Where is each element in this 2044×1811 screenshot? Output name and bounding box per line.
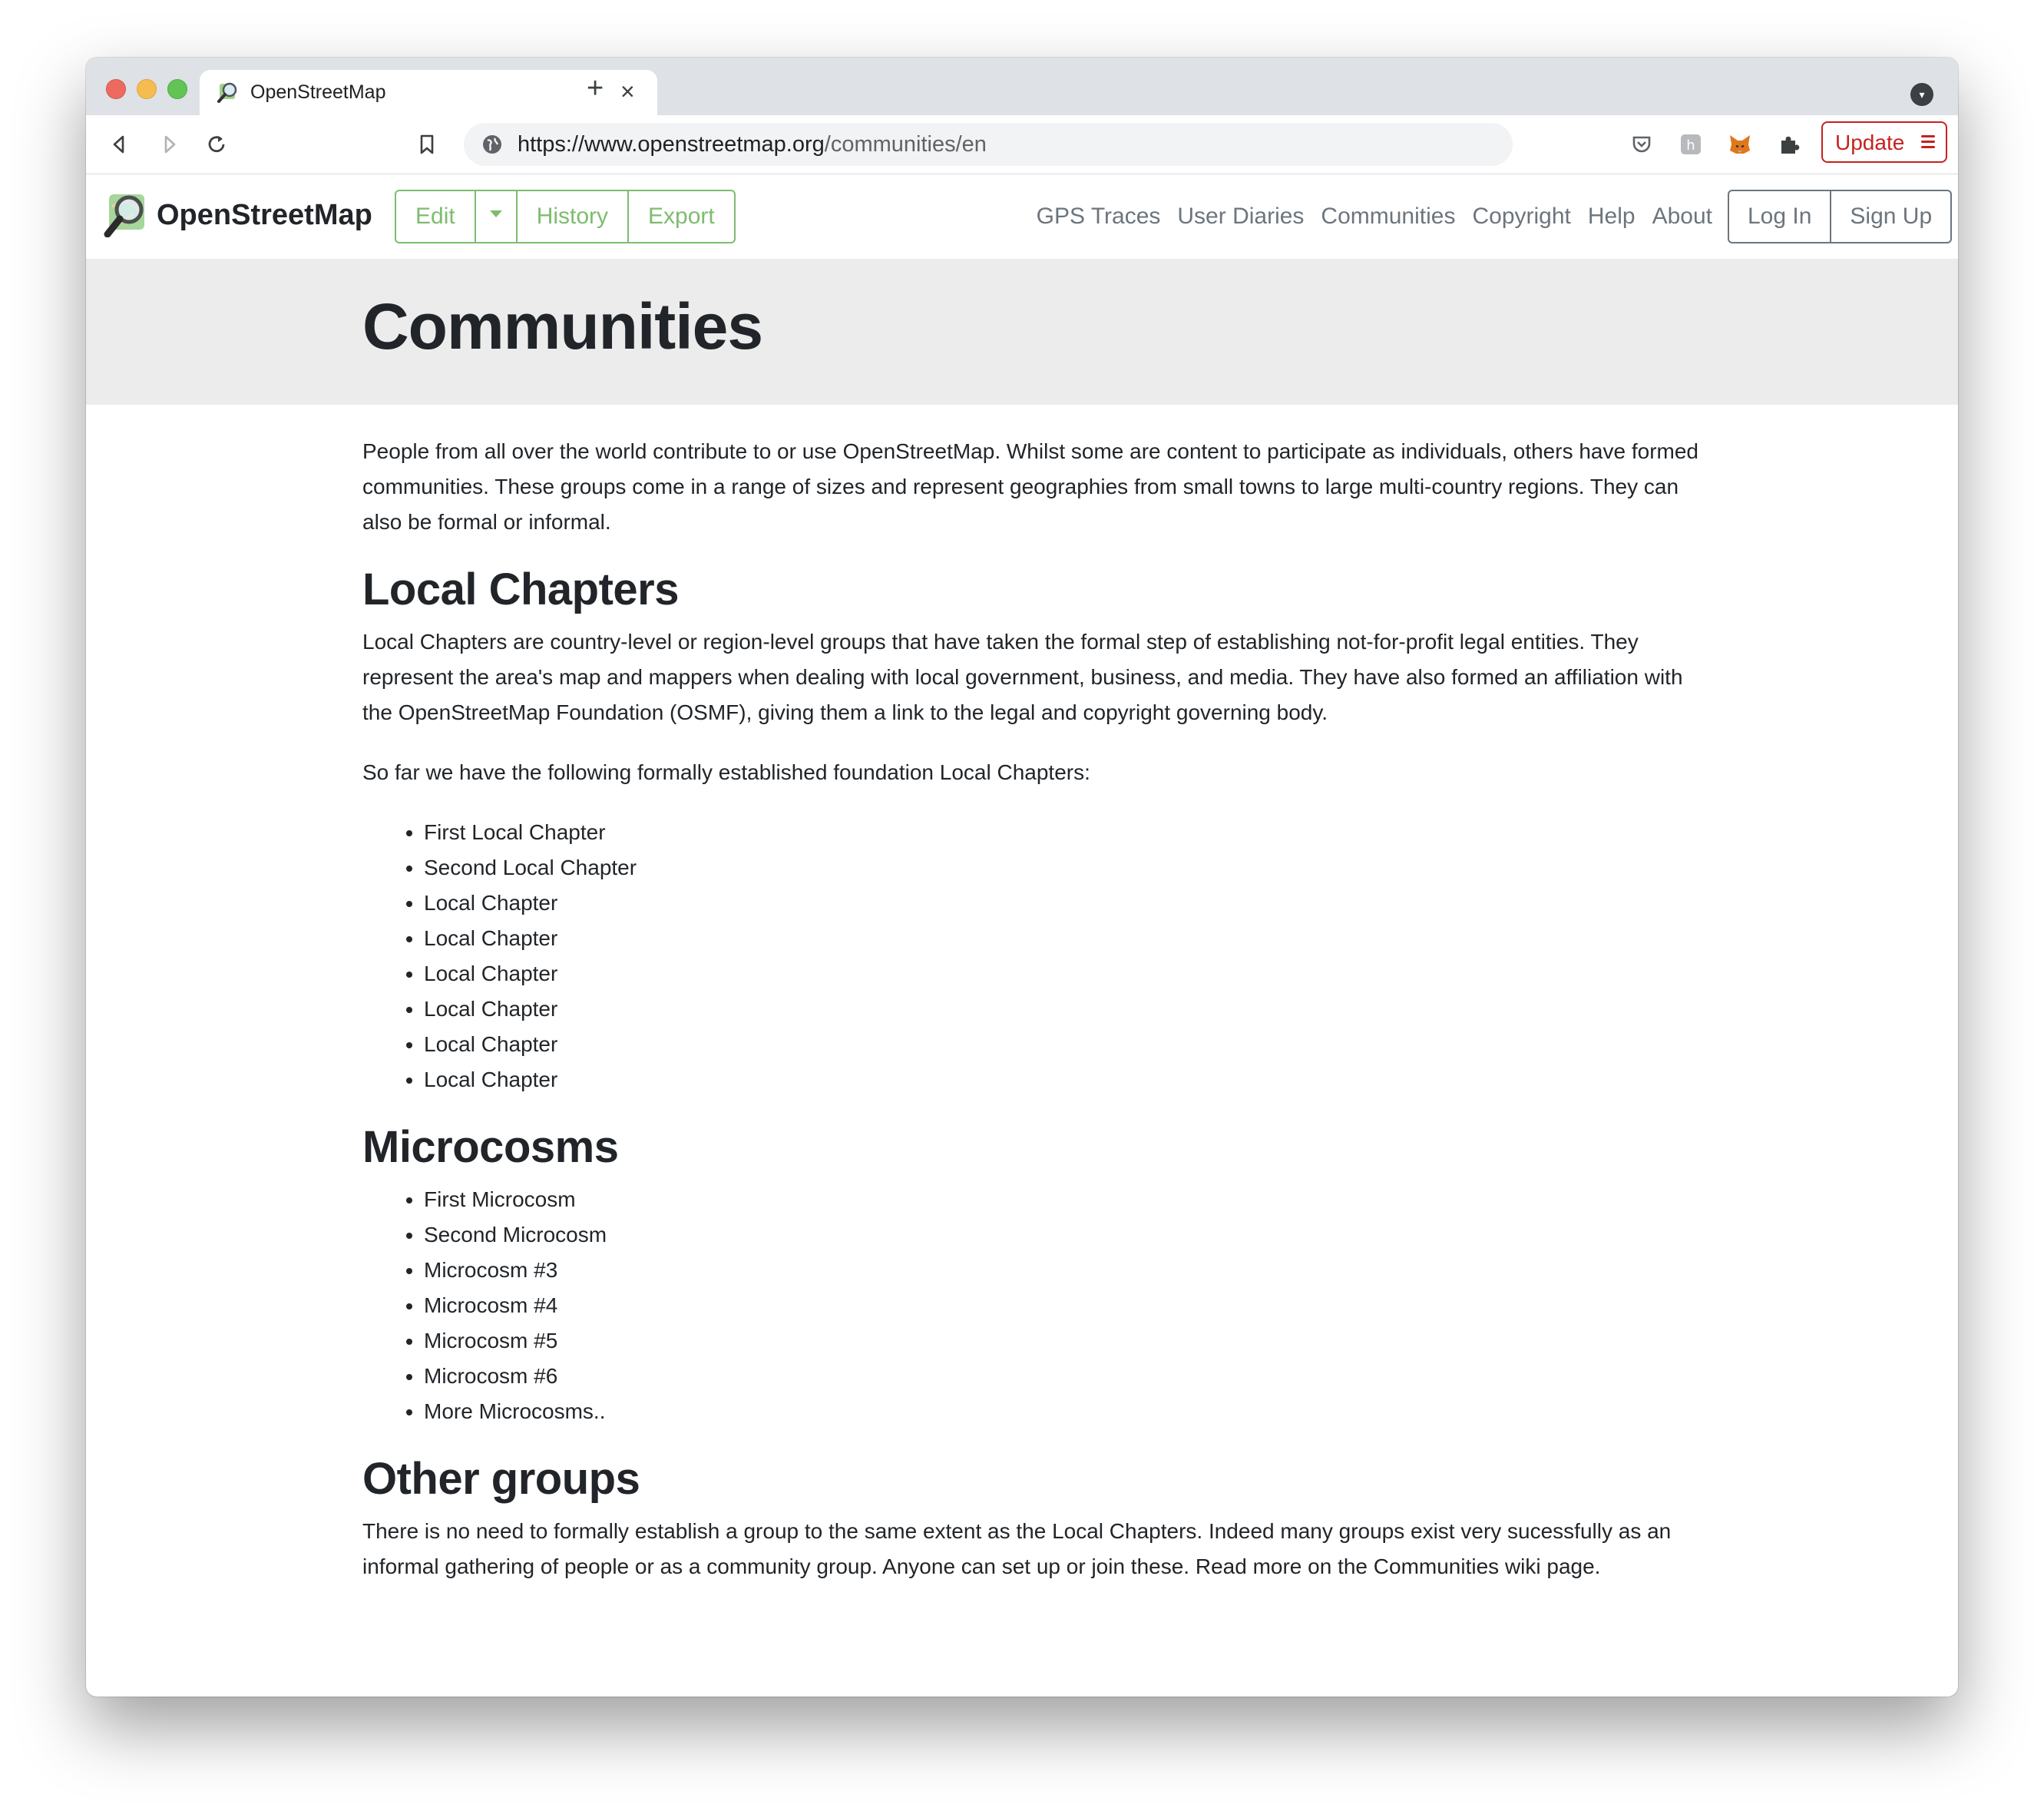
list-item: • Local Chapter	[424, 992, 1706, 1027]
browser-toolbar	[86, 115, 1958, 174]
forward-icon[interactable]	[157, 132, 181, 157]
site-header	[86, 174, 1958, 259]
browser-window	[86, 58, 1958, 1697]
svg-text:h: h	[1686, 137, 1695, 154]
other-groups-heading: Other groups	[362, 1454, 640, 1504]
log-in-button[interactable]: Log In	[1748, 204, 1812, 229]
edit-button-group	[395, 190, 736, 243]
list-item: • Microcosm #5	[424, 1323, 1706, 1359]
update-button[interactable]	[1821, 121, 1947, 163]
list-item: • Second Microcosm	[424, 1217, 1706, 1253]
metamask-fox-icon[interactable]	[1728, 132, 1752, 157]
nav-about[interactable]: About	[1652, 204, 1712, 229]
osm-favicon-icon	[217, 81, 240, 104]
tab-close-icon[interactable]: ×	[620, 78, 635, 105]
local-chapters-heading: Local Chapters	[362, 564, 679, 614]
address-bar[interactable]	[464, 123, 1513, 166]
microcosms-heading: Microcosms	[362, 1122, 619, 1172]
other-groups-paragraph: There is no need to formally establish a group to the same extent as the Local Chapters. Indeed many groups exist very sucessfully as an informal gathering of people or as a community group. Anyone can set up or join these. Read more on the Communities wiki page.	[362, 1519, 1672, 1578]
pocket-icon[interactable]	[1629, 132, 1654, 157]
new-tab-button[interactable]: +	[587, 72, 604, 104]
nav-gps-traces[interactable]: GPS Traces	[1036, 204, 1161, 229]
export-button[interactable]: Export	[648, 204, 715, 229]
back-icon[interactable]	[107, 132, 132, 157]
primary-nav	[1037, 204, 1712, 230]
content-header	[86, 259, 1958, 405]
url-text[interactable]	[518, 132, 987, 157]
osm-logo-icon	[103, 191, 149, 237]
url-path: /communities/en	[824, 132, 987, 157]
tab-title: OpenStreetMap	[250, 81, 386, 103]
nav-help[interactable]: Help	[1587, 204, 1636, 229]
tab-list-chevron-icon[interactable]: ▾	[1910, 83, 1933, 106]
site-info-globe-icon[interactable]	[481, 133, 504, 156]
update-label: Update	[1835, 131, 1905, 154]
extension-square-icon[interactable]	[1679, 132, 1703, 157]
menu-icon	[1921, 132, 1935, 151]
microcosms-list	[362, 1182, 1706, 1429]
intro-paragraph: People from all over the world contribute to or use OpenStreetMap. Whilst some are content to participate as individuals, others have formed communities. These groups come in a range of sizes and represent geographies from small towns to large multi-country regions. They can also be formal or informal.	[362, 439, 1698, 534]
auth-button-group	[1728, 190, 1952, 243]
url-host: https://www.openstreetmap.org	[518, 132, 825, 157]
sign-up-button[interactable]: Sign Up	[1830, 191, 1950, 242]
list-item: • Local Chapter	[424, 956, 1706, 992]
list-item: • More Microcosms..	[424, 1394, 1706, 1429]
nav-communities[interactable]: Communities	[1321, 204, 1456, 229]
edit-button[interactable]: Edit	[396, 191, 476, 242]
reload-icon[interactable]	[204, 132, 229, 157]
tab-bar	[86, 58, 1958, 115]
list-item: • Microcosm #4	[424, 1288, 1706, 1323]
maximize-window-button[interactable]	[167, 79, 187, 99]
list-item: • Microcosm #6	[424, 1359, 1706, 1394]
caret-down-icon	[490, 210, 502, 217]
local-chapters-description: Local Chapters are country-level or region-level groups that have taken the formal step of establishing not-for-profit legal entities. They represent the area's map and mappers when dealing with local government, business, and media. They have also formed an affiliation with the OpenStreetMap Foundation (OSMF), giving them a link to the legal and copyright governing body.	[362, 630, 1683, 724]
brand-name: OpenStreetMap	[157, 199, 372, 231]
list-item: • First Microcosm	[424, 1182, 1706, 1217]
list-item: • Local Chapter	[424, 1027, 1706, 1062]
list-item: • Local Chapter	[424, 921, 1706, 956]
list-item: • Local Chapter	[424, 1062, 1706, 1098]
list-item: • Second Local Chapter	[424, 850, 1706, 886]
nav-copyright[interactable]: Copyright	[1472, 204, 1571, 229]
nav-user-diaries[interactable]: User Diaries	[1177, 204, 1305, 229]
list-item: • Microcosm #3	[424, 1253, 1706, 1288]
list-item: • First Local Chapter	[424, 815, 1706, 850]
local-chapters-list-intro: So far we have the following formally established foundation Local Chapters:	[362, 760, 1090, 784]
local-chapters-list	[362, 815, 1706, 1098]
minimize-window-button[interactable]	[137, 79, 157, 99]
close-window-button[interactable]	[106, 79, 126, 99]
edit-dropdown-button[interactable]	[476, 191, 518, 242]
page-body	[362, 434, 1706, 1609]
history-button[interactable]: History	[518, 191, 629, 242]
list-item: • Local Chapter	[424, 886, 1706, 921]
extensions-puzzle-icon[interactable]	[1777, 132, 1801, 157]
page-title: Communities	[362, 290, 763, 363]
bookmark-icon[interactable]	[415, 132, 439, 157]
